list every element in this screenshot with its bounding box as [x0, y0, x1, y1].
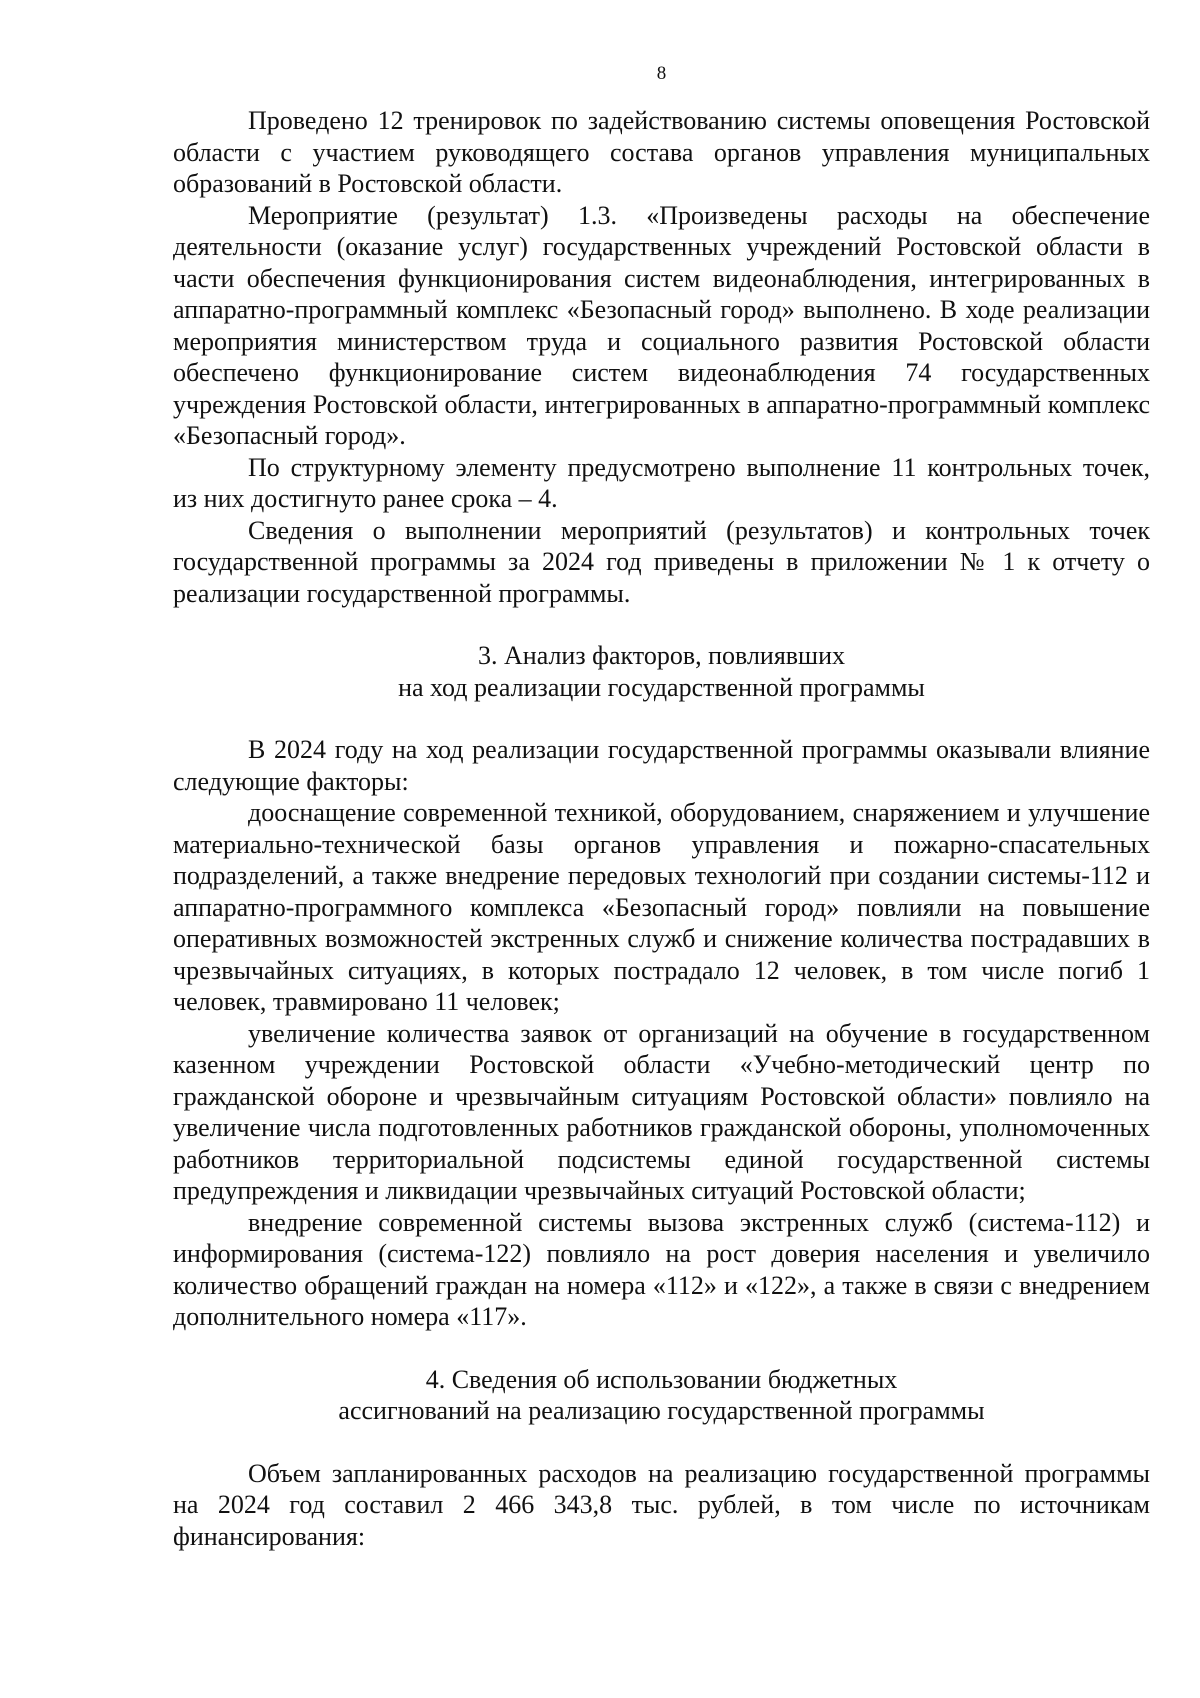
section-4-heading	[173, 1364, 1150, 1427]
section-4-heading-line-2: ассигнований на реализацию государственной программы	[338, 1396, 985, 1425]
paragraph-control-points: По структурному элементу предусмотрено выполнение 11 контрольных точек, из них достигнуто ранее срока – 4.	[173, 452, 1150, 513]
section-3-heading-line-2: на ход реализации государственной программы	[398, 672, 925, 702]
paragraph-measure-1-3: Мероприятие (результат) 1.3. «Произведены расходы на обеспечение деятельности (оказание услуг) государственных учреждений Ростовской области в части обеспечения функционирования систем видеонаблюдения, интегрированных в аппаратно-программный комплекс «Безопасный город» выполнено. В ходе реализации мероприятия министерством труда и социального развития Ростовской области обеспечено функционирование систем видеонаблюдения 74 государственных учреждения Ростовской области, интегрированных в аппаратно-программный комплекс «Безопасный город».	[173, 200, 1150, 450]
document-page	[173, 62, 1150, 1552]
paragraph-factors-intro: В 2024 году на ход реализации государственной программы оказывали влияние следующие факторы:	[173, 735, 1150, 796]
section-3-heading	[173, 640, 1150, 703]
paragraph-factor-equipment: дооснащение современной техникой, оборудованием, снаряжением и улучшение материально-технической базы органов управления и пожарно-спасательных подразделений, а также внедрение передовых технологий при создании системы-112 и аппаратно-программного комплекса «Безопасный город» повлияли на повышение оперативных возможностей экстренных служб и снижение количества пострадавших в чрезвычайных ситуациях, в которых пострадало 12 человек, в том числе погиб 1 человек, травмировано 11 человек;	[173, 798, 1150, 1016]
paragraph-factor-emergency-system: внедрение современной системы вызова экстренных служб (система-112) и информирования (система-122) повлияло на рост доверия населения и увеличило количество обращений граждан на номера «112» и «122», а также в связи с внедрением дополнительного номера «117».	[173, 1207, 1150, 1331]
section-4-heading-line-1: 4. Сведения об использовании бюджетных	[425, 1364, 898, 1394]
paragraph-appendix-reference: Сведения о выполнении мероприятий (результатов) и контрольных точек государственной программы за 2024 год приведены в приложении № 1 к отчету о реализации государственной программы.	[173, 515, 1150, 608]
section-3-heading-line-1: 3. Анализ факторов, повлиявших	[478, 641, 845, 670]
paragraph-factor-training: увеличение количества заявок от организаций на обучение в государственном казенном учреждении Ростовской области «Учебно-методический центр по гражданской обороне и чрезвычайным ситуациям Ростовской области» повлияло на увеличение числа подготовленных работников гражданской обороны, уполномоченных работников территориальной подсистемы единой государственной системы предупреждения и ликвидации чрезвычайных ситуаций Ростовской области;	[173, 1018, 1150, 1205]
paragraph-planned-expenses: Объем запланированных расходов на реализацию государственной программы на 2024 год составил 2 466 343,8 тыс. рублей, в том числе по источникам финансирования:	[173, 1458, 1150, 1551]
paragraph-trainings: Проведено 12 тренировок по задействованию системы оповещения Ростовской области с участием руководящего состава органов управления муниципальных образований в Ростовской области.	[173, 106, 1150, 198]
page-number: 8	[656, 63, 667, 84]
